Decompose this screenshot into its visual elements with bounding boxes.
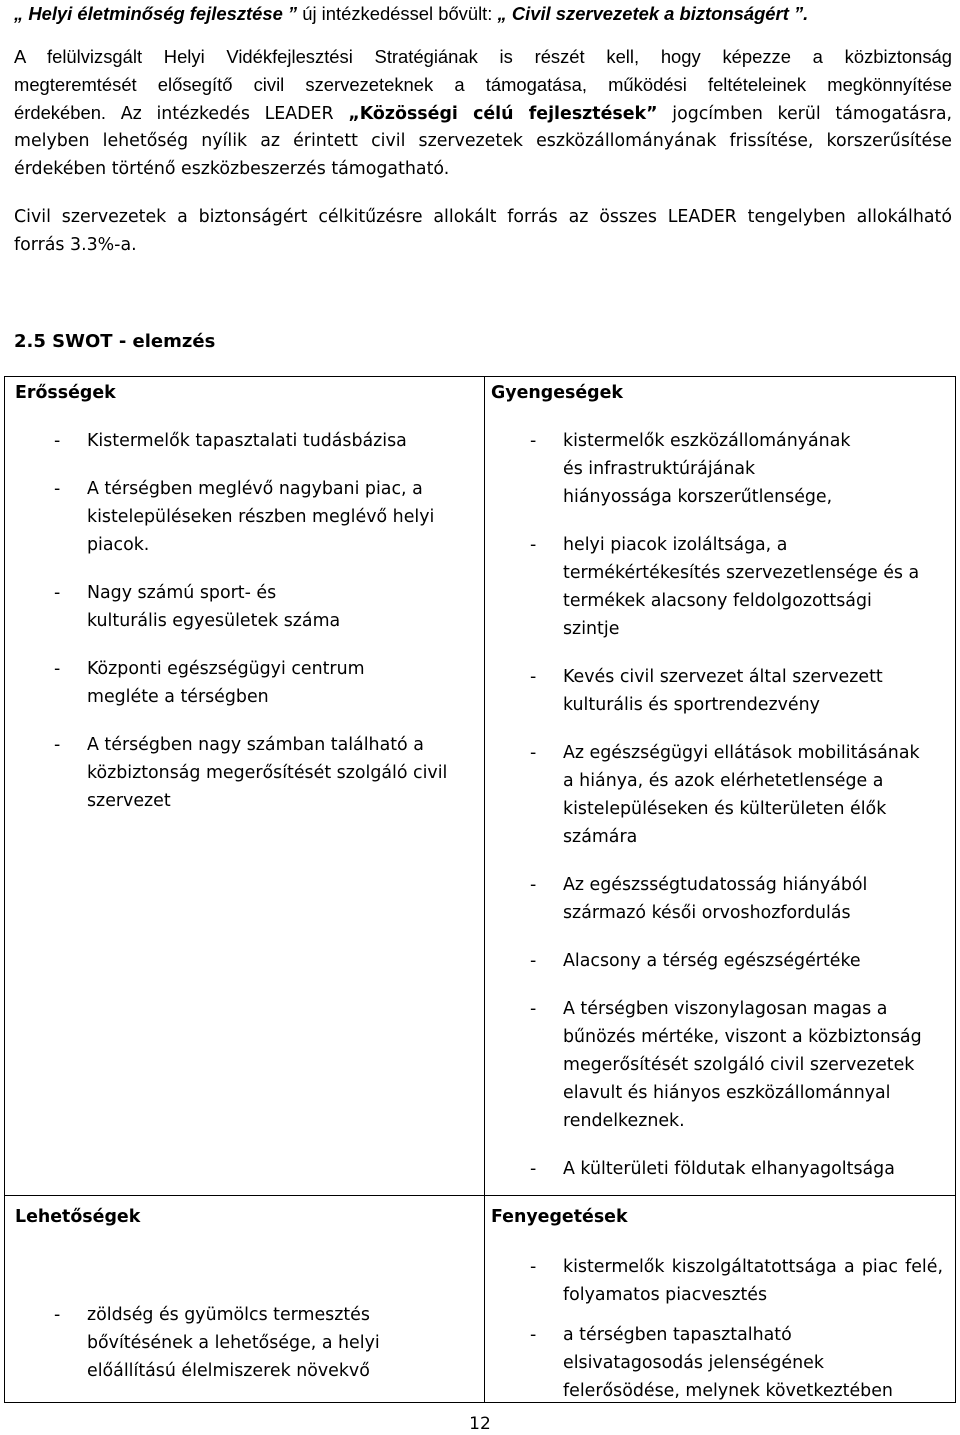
opportunities-title: Lehetőségek <box>15 1207 141 1227</box>
intro-line-4: melyben lehetőség nyílik az érintett civil szervezetek eszközállományának frissítése, korszerűsítése <box>14 131 952 151</box>
weaknesses-list <box>491 427 921 1183</box>
weaknesses-item: - Az egészségügyi ellátások mobilitásának a hiánya, és azok elérhetetlensége a kistelepüléseken és külterületen élők számára <box>491 739 923 851</box>
intro-line-1: A felülvizsgált Helyi Vidékfejlesztési Stratégiának is részét kell, hogy képezze a közbiztonság <box>14 46 952 67</box>
section-heading: 2.5 SWOT - elemzés <box>14 331 216 352</box>
intro-para2-line-2: forrás 3.3%-a. <box>14 235 137 255</box>
page-number: 12 <box>469 1414 491 1434</box>
threats-item: - kistermelők kiszolgáltatottsága a piac felé, folyamatos piacvesztés <box>491 1253 943 1309</box>
weaknesses-item: - Kevés civil szervezet által szervezett kulturális és sportrendezvény <box>491 663 893 719</box>
threats-title: Fenyegetések <box>491 1207 628 1227</box>
intro-line-3-a: érdekében. <box>14 102 107 123</box>
strengths-item: - Kistermelők tapasztalati tudásbázisa <box>15 427 455 455</box>
title-quote-open-2: „ <box>497 3 507 24</box>
strengths-list <box>15 427 455 815</box>
intro-line-3-c: „Közösségi célú fejlesztések” <box>348 104 658 124</box>
column-divider <box>484 377 485 1402</box>
intro-line-5: érdekében történő eszközbeszerzés támogatható. <box>14 159 450 179</box>
weaknesses-item: - Alacsony a térség egészségértéke <box>491 947 921 975</box>
title-part-3: Civil szervezetek a biztonságért <box>506 3 794 24</box>
strengths-item: - A térségben meglévő nagybani piac, a kistelepüléseken részben meglévő helyi piacok. <box>15 475 447 559</box>
intro-line-3-d: jogcímben kerül támogatásra, <box>657 104 953 124</box>
intro-line-3 <box>14 99 952 128</box>
weaknesses-item: - A térségben viszonylagosan magas a bűnözés mértéke, viszont a közbiztonság megerősítését szolgáló civil szervezetek elavult és hiányos eszközállománnyal rendelkeznek. <box>491 995 953 1135</box>
swot-table <box>4 376 956 1403</box>
strengths-item: - A térségben nagy számban található a közbiztonság megerősítését szolgáló civil szervezet <box>15 731 457 815</box>
threats-item: - a térségben tapasztalható elsivatagosodás jelenségének felerősödése, melynek következtében <box>491 1321 923 1405</box>
threats-list <box>491 1253 943 1405</box>
weaknesses-item: - A külterületi földutak elhanyagoltsága <box>491 1155 933 1183</box>
strengths-item: - Nagy számú sport- és kulturális egyesületek száma <box>15 579 347 635</box>
title-quote-close: ”. <box>793 3 809 24</box>
weaknesses-title: Gyengeségek <box>491 383 623 403</box>
strengths-title: Erősségek <box>15 383 116 403</box>
intro-para2-line-1: Civil szervezetek a biztonságért célkitűzésre allokált forrás az összes LEADER tengelyben allokálható <box>14 207 952 227</box>
weaknesses-item: - Az egészsségtudatosság hiányából származó késői orvoshozfordulás <box>491 871 883 927</box>
title-part-1: Helyi életminőség fejlesztése ” <box>23 3 298 24</box>
intro-line-3-b: Az intézkedés LEADER <box>106 104 349 124</box>
weaknesses-item: - kistermelők eszközállományának és infrastruktúrájának hiányossága korszerűtlensége, <box>491 427 853 511</box>
row-divider <box>5 1195 955 1196</box>
intro-line-2: megteremtését elősegítő civil szervezeteknek a támogatása, működési feltételeinek megkönnyítése <box>14 74 952 95</box>
title-line <box>14 0 808 28</box>
opportunities-item: - zöldség és gyümölcs termesztés bővítésének a lehetősége, a helyi előállítású élelmiszerek növekvő <box>15 1301 447 1385</box>
weaknesses-item: - helyi piacok izoláltsága, a termékértékesítés szervezetlensége és a termékek alacsony feldolgozottsági szintje <box>491 531 923 643</box>
strengths-item: - Központi egészségügyi centrum megléte a térségben <box>15 655 437 711</box>
title-part-2: új intézkedéssel bővült: <box>297 3 498 24</box>
opportunities-list <box>15 1301 455 1385</box>
title-quote-open: „ <box>14 3 24 24</box>
